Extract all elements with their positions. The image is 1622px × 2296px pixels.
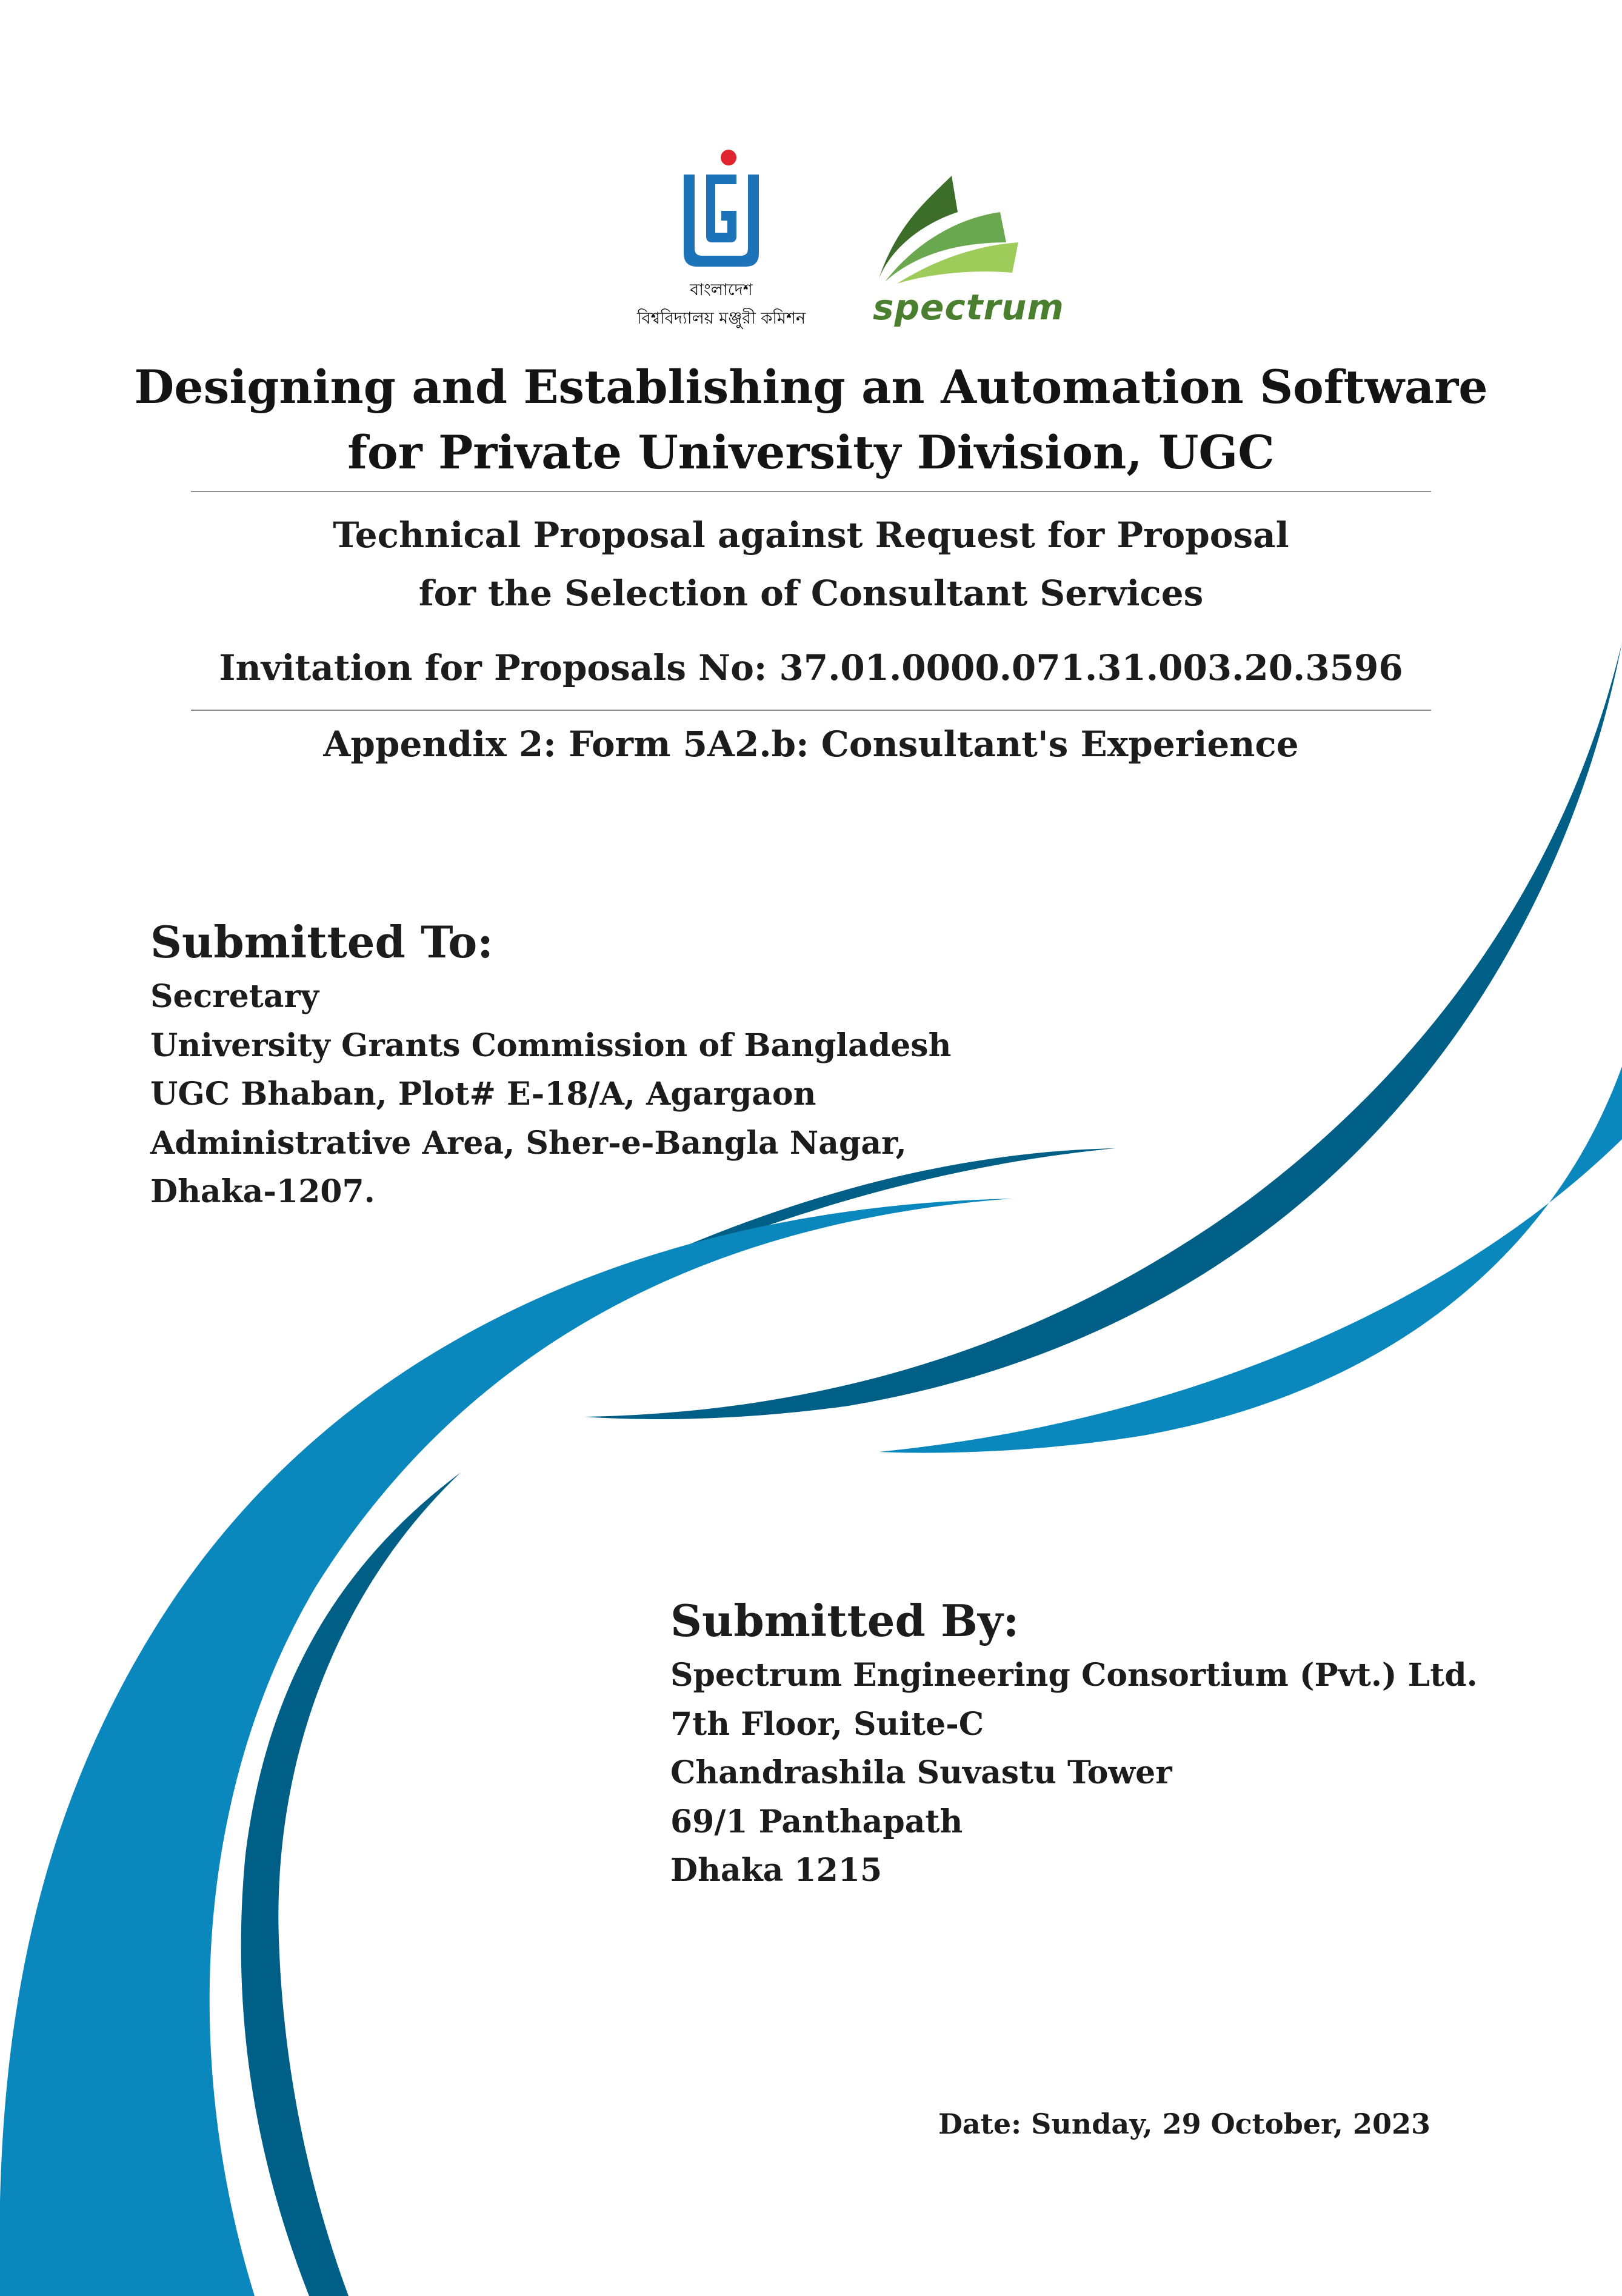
submitted-by-heading: Submitted By: bbox=[670, 1595, 1020, 1646]
submitted-to-line: Secretary bbox=[150, 978, 319, 1015]
submitted-by-line: Spectrum Engineering Consortium (Pvt.) Ltd. bbox=[670, 1657, 1478, 1694]
submitted-to-heading: Submitted To: bbox=[150, 916, 493, 968]
spectrum-leaf-icon bbox=[873, 176, 1036, 285]
submitted-to-line: University Grants Commission of Bangladesh bbox=[150, 1027, 952, 1064]
divider-top bbox=[191, 491, 1431, 492]
submitted-by-line: Dhaka 1215 bbox=[670, 1852, 883, 1889]
title-line-1: Designing and Establishing an Automation Software bbox=[134, 360, 1488, 414]
submitted-to-line: Administrative Area, Sher-e-Bangla Nagar, bbox=[150, 1124, 907, 1162]
light-swoosh-right bbox=[879, 1066, 1622, 1453]
ugc-logo bbox=[624, 145, 818, 327]
submitted-by-block bbox=[670, 1591, 1478, 1895]
submission-date: Date: Sunday, 29 October, 2023 bbox=[938, 2108, 1430, 2140]
proposal-subtitle bbox=[0, 506, 1622, 622]
submitted-to-line: Dhaka-1207. bbox=[150, 1173, 375, 1210]
divider-bottom bbox=[191, 710, 1431, 711]
appendix-heading: Appendix 2: Form 5A2.b: Consultant's Experience bbox=[323, 724, 1299, 765]
title-line-2: for Private University Division, UGC bbox=[347, 425, 1275, 479]
invitation-number: Invitation for Proposals No: 37.01.0000.071.31.003.20.3596 bbox=[219, 647, 1403, 688]
spectrum-logo bbox=[873, 176, 1064, 328]
submitted-by-line: 7th Floor, Suite-C bbox=[670, 1705, 984, 1743]
subtitle-line-1: Technical Proposal against Request for Proposal bbox=[333, 514, 1289, 556]
document-title bbox=[0, 354, 1622, 485]
subtitle-line-2: for the Selection of Consultant Services bbox=[418, 573, 1204, 614]
ugc-emblem-icon bbox=[673, 145, 770, 273]
submitted-to-block bbox=[150, 912, 951, 1217]
ugc-caption-line1: বাংলাদেশ bbox=[690, 281, 753, 299]
submitted-by-line: 69/1 Panthapath bbox=[670, 1803, 963, 1840]
spectrum-wordmark: spectrum bbox=[873, 287, 1064, 328]
submitted-by-line: Chandrashila Suvastu Tower bbox=[670, 1754, 1172, 1791]
submitted-to-line: UGC Bhaban, Plot# E-18/A, Agargaon bbox=[150, 1076, 816, 1113]
ugc-caption-line2: বিশ্ববিদ্যালয় মঞ্জুরী কমিশন bbox=[636, 309, 806, 328]
